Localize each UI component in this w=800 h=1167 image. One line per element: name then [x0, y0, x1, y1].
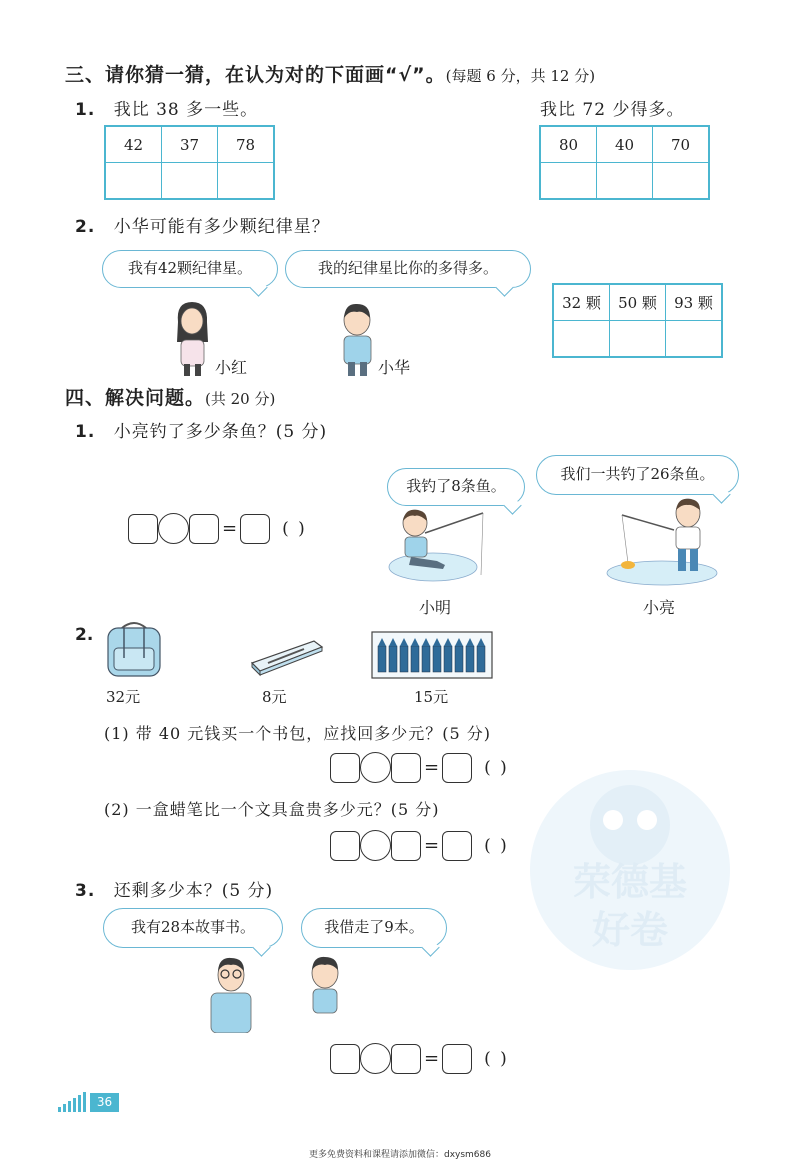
boy-xiaohua-illustration — [335, 300, 380, 378]
answer-box[interactable] — [391, 753, 421, 783]
bubble-text: 我钓了8条鱼。 — [406, 477, 506, 495]
operator-circle[interactable] — [360, 752, 391, 783]
s4-q1-text: 小亮钓了多少条鱼？(5 分) — [113, 422, 328, 442]
section3-note: (每题 6 分，共 12 分) — [445, 67, 596, 85]
answer-box[interactable] — [391, 831, 421, 861]
s4-q2-number: 2. — [75, 625, 94, 645]
speech-bubble — [387, 468, 525, 506]
answer-cell[interactable] — [553, 321, 610, 358]
pencil-case-icon — [244, 635, 326, 677]
section3-title: 三、请你猜一猜，在认为对的下面画“√”。 — [65, 64, 446, 86]
bubble-text: 我借走了9本。 — [324, 918, 424, 936]
answer-box[interactable] — [391, 1044, 421, 1074]
answer-cell[interactable] — [653, 163, 710, 200]
option-cell: 93 颗 — [666, 284, 723, 321]
s4-q2-sub2: (2) 一盒蜡笔比一个文具盒贵多少元？(5 分) — [104, 800, 440, 819]
option-cell: 40 — [597, 126, 653, 163]
equation-s4-q1 — [128, 513, 307, 544]
answer-cell[interactable] — [162, 163, 218, 200]
section3-heading — [65, 60, 595, 87]
unit-parentheses[interactable]: ( ) — [484, 757, 509, 778]
price-pencil-case: 8元 — [262, 688, 287, 706]
answer-cell[interactable] — [105, 163, 162, 200]
s3-q1-number: 1. — [75, 100, 96, 120]
answer-cell[interactable] — [666, 321, 723, 358]
answer-box[interactable] — [442, 831, 472, 861]
name-xiaohong: 小红 — [215, 358, 248, 377]
answer-cell[interactable] — [218, 163, 275, 200]
operator-circle[interactable] — [158, 513, 189, 544]
price-backpack: 32元 — [106, 688, 141, 706]
watermark-text-1: 荣德基 — [572, 860, 688, 904]
watermark-logo — [525, 765, 735, 975]
s3-q2-number: 2. — [75, 217, 96, 237]
speech-bubble — [103, 908, 283, 948]
s3-q1-right-text: 我比 72 少得多。 — [540, 100, 685, 120]
option-cell: 50 颗 — [610, 284, 666, 321]
answer-box[interactable] — [240, 514, 270, 544]
s4-q2-sub1: (1) 带 40 元钱买一个书包，应找回多少元？(5 分) — [104, 724, 492, 743]
speech-bubble — [102, 250, 278, 288]
option-cell: 70 — [653, 126, 710, 163]
answer-box[interactable] — [330, 831, 360, 861]
answer-box[interactable] — [330, 753, 360, 783]
answer-box[interactable] — [128, 514, 158, 544]
operator-circle[interactable] — [360, 1043, 391, 1074]
section4-note: (共 20 分) — [205, 390, 276, 408]
s3-q1-left-table — [104, 125, 275, 200]
answer-cell[interactable] — [610, 321, 666, 358]
crayon-box-icon — [370, 628, 495, 680]
s3-q2 — [75, 212, 330, 237]
option-cell: 32 颗 — [553, 284, 610, 321]
s3-q2-text: 小华可能有多少颗纪律星？ — [113, 217, 330, 237]
bubble-text: 我们一共钓了26条鱼。 — [560, 465, 715, 483]
s3-q1-right-table — [539, 125, 710, 200]
equation-s4-q2-2 — [330, 830, 509, 861]
option-cell: 78 — [218, 126, 275, 163]
unit-parentheses[interactable]: ( ) — [282, 518, 307, 539]
watermark-text-2: 好卷 — [591, 908, 669, 952]
option-cell: 80 — [540, 126, 597, 163]
equals-sign: = — [424, 757, 440, 778]
s4-q3-number: 3. — [75, 881, 96, 901]
s4-q1-number: 1. — [75, 422, 96, 442]
name-xiaoming: 小明 — [419, 598, 452, 617]
answer-box[interactable] — [442, 753, 472, 783]
equals-sign: = — [424, 1048, 440, 1069]
equals-sign: = — [222, 518, 238, 539]
xiaoliang-fishing-illustration — [600, 495, 720, 590]
child-illustration — [305, 953, 345, 1015]
s4-q3 — [75, 876, 273, 901]
backpack-icon — [100, 620, 168, 680]
speech-bubble — [536, 455, 739, 495]
girl-xiaohong-illustration — [170, 300, 215, 378]
option-cell: 37 — [162, 126, 218, 163]
section4-title: 四、解决问题。 — [65, 387, 206, 409]
s3-q1-left — [75, 95, 258, 120]
speech-bubble — [301, 908, 447, 948]
answer-box[interactable] — [189, 514, 219, 544]
equation-s4-q2-1 — [330, 752, 509, 783]
page-number: 36 — [90, 1093, 119, 1112]
speech-bubble — [285, 250, 531, 288]
adult-man-illustration — [205, 955, 257, 1033]
unit-parentheses[interactable]: ( ) — [484, 835, 509, 856]
page-bars-icon — [58, 1092, 90, 1112]
s3-q2-table — [552, 283, 723, 358]
s4-q3-text: 还剩多少本？(5 分) — [113, 881, 274, 901]
option-cell: 42 — [105, 126, 162, 163]
section4-heading — [65, 383, 275, 410]
bubble-text: 我的纪律星比你的多得多。 — [317, 259, 498, 277]
price-crayons: 15元 — [414, 688, 449, 706]
answer-cell[interactable] — [540, 163, 597, 200]
answer-box[interactable] — [442, 1044, 472, 1074]
bubble-text: 我有28本故事书。 — [130, 918, 256, 936]
s4-q1 — [75, 417, 327, 442]
footer-text: 更多免费资料和课程请添加微信：dxysm686 — [308, 1150, 491, 1160]
answer-cell[interactable] — [597, 163, 653, 200]
unit-parentheses[interactable]: ( ) — [484, 1048, 509, 1069]
operator-circle[interactable] — [360, 830, 391, 861]
equals-sign: = — [424, 835, 440, 856]
answer-box[interactable] — [330, 1044, 360, 1074]
equation-s4-q3 — [330, 1043, 509, 1074]
s3-q1-left-text: 我比 38 多一些。 — [113, 100, 259, 120]
bubble-text: 我有42颗纪律星。 — [127, 259, 253, 277]
name-xiaoliang: 小亮 — [643, 598, 676, 617]
xiaoming-fishing-illustration — [385, 505, 490, 585]
name-xiaohua: 小华 — [378, 358, 411, 377]
